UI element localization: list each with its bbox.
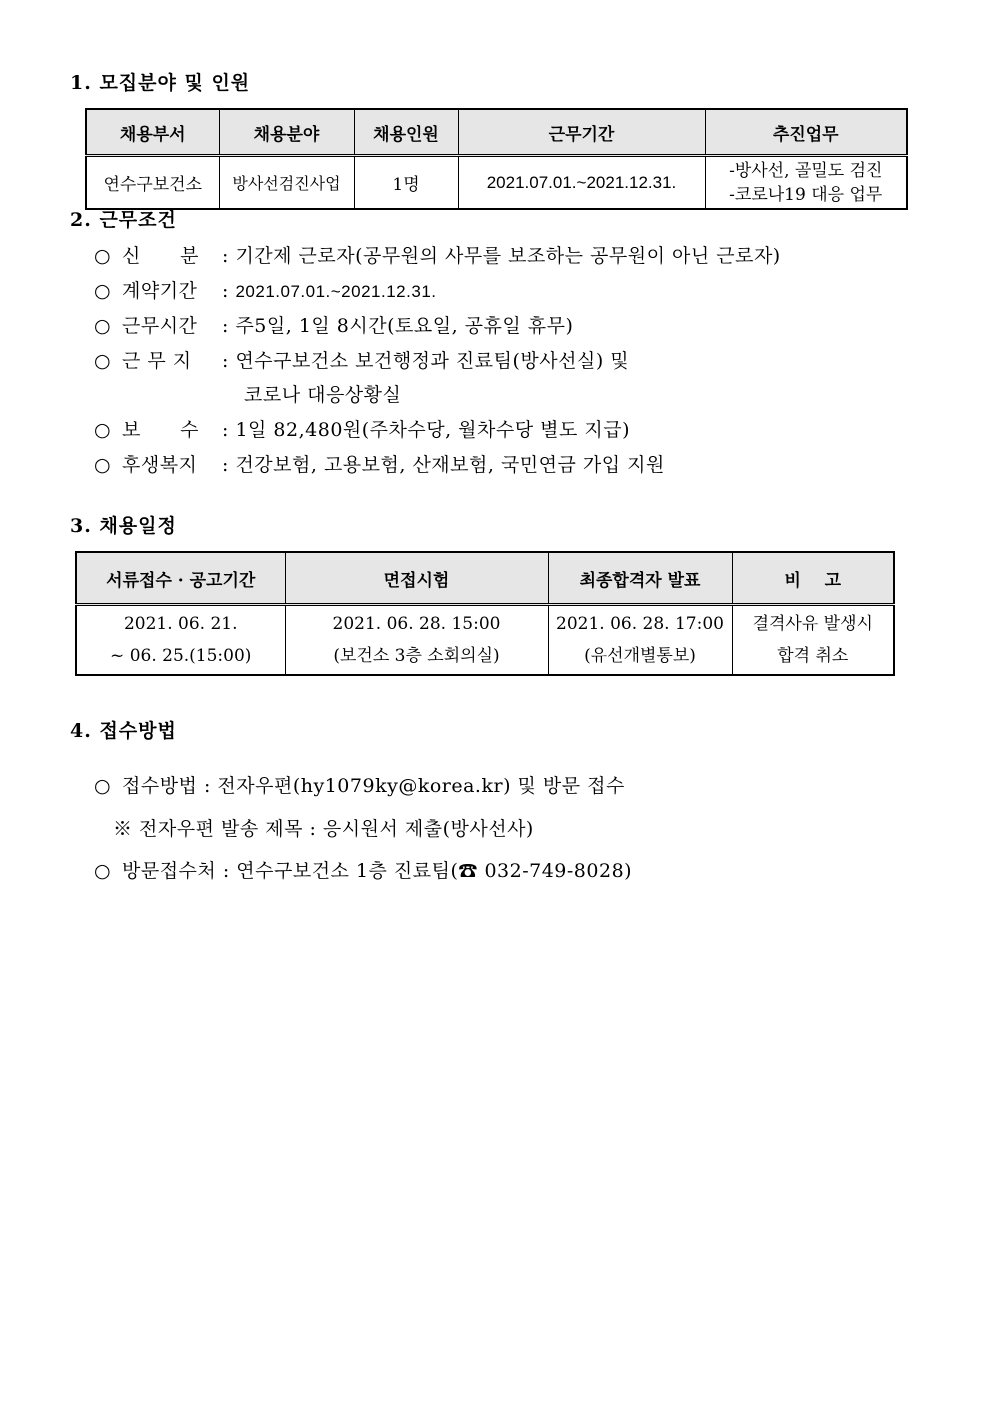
condition-value: 1일 82,480원(주차수당, 월차수당 별도 지급)	[235, 419, 631, 441]
cell-period: 2021.07.01.~2021.12.31.	[458, 156, 705, 210]
duty-line-2: -코로나19 대응 업무	[729, 184, 883, 205]
recruit-field-table	[85, 108, 908, 210]
circle-bullet-icon: ○	[94, 454, 112, 476]
cell-application	[76, 605, 285, 676]
application-line-2: ~ 06. 25.(15:00)	[110, 646, 252, 666]
condition-value-continued: 코로나 대응상황실	[244, 384, 402, 406]
condition-sep: :	[222, 245, 229, 267]
announcement-line-2: (유선개별통보)	[584, 646, 696, 666]
condition-value: 기간제 근로자(공무원의 사무를 보조하는 공무원이 아닌 근로자)	[235, 245, 781, 267]
condition-label: 보 수	[122, 419, 199, 441]
table-row	[76, 605, 894, 676]
condition-item-hours	[94, 311, 573, 338]
condition-label: 후생복지	[122, 454, 198, 476]
section-4-title: 4. 접수방법	[70, 720, 177, 742]
cell-field: 방사선검진사업	[219, 156, 354, 210]
condition-sep: :	[222, 419, 229, 441]
circle-bullet-icon: ○	[94, 860, 112, 882]
circle-bullet-icon: ○	[94, 245, 112, 267]
header-field: 채용분야	[219, 109, 354, 156]
duty-line-1: -방사선, 골밀도 검진	[729, 160, 883, 181]
condition-value: 2021.07.01.~2021.12.31.	[235, 282, 437, 301]
condition-label: 신 분	[122, 245, 199, 267]
section-1-title: 1. 모집분야 및 인원	[70, 72, 251, 94]
visit-location	[94, 856, 632, 883]
cell-announcement	[548, 605, 732, 676]
method-sep: :	[203, 775, 211, 797]
condition-item-pay	[94, 415, 630, 442]
condition-value: 주5일, 1일 8시간(토요일, 공휴일 휴무)	[235, 315, 574, 337]
section-2-title: 2. 근무조건	[70, 209, 177, 231]
remarks-line-1: 결격사유 발생시	[752, 614, 873, 634]
header-duty: 추진업무	[705, 109, 907, 156]
email-subject-note: ※ 전자우편 발송 제목 : 응시원서 제출(방사선사)	[113, 818, 534, 840]
condition-item-contract	[94, 276, 437, 303]
condition-sep: :	[222, 454, 229, 476]
condition-item-status	[94, 241, 781, 268]
visit-label: 방문접수처	[122, 860, 217, 882]
section-3-title: 3. 채용일정	[70, 515, 177, 537]
table-header-row	[86, 109, 907, 156]
cell-count: 1명	[354, 156, 458, 210]
cell-remarks	[732, 605, 894, 676]
header-remarks: 비 고	[732, 552, 894, 605]
table-header-row	[76, 552, 894, 605]
cell-duty	[705, 156, 907, 210]
application-line-1: 2021. 06. 21.	[123, 614, 238, 634]
condition-item-workplace	[94, 346, 629, 373]
condition-sep: :	[222, 315, 229, 337]
circle-bullet-icon: ○	[94, 350, 112, 372]
condition-value: 건강보험, 고용보험, 산재보험, 국민연금 가입 지원	[235, 454, 665, 476]
header-announcement: 최종합격자 발표	[548, 552, 732, 605]
method-label: 접수방법	[122, 775, 198, 797]
cell-dept: 연수구보건소	[86, 156, 219, 210]
condition-sep: :	[222, 350, 229, 372]
visit-value: 연수구보건소 1층 진료팀(☎ 032-749-8028)	[236, 860, 633, 882]
circle-bullet-icon: ○	[94, 280, 112, 302]
condition-sep: :	[222, 280, 229, 302]
circle-bullet-icon: ○	[94, 315, 112, 337]
visit-sep: :	[222, 860, 230, 882]
method-value: 전자우편(hy1079ky@korea.kr) 및 방문 접수	[217, 775, 625, 797]
circle-bullet-icon: ○	[94, 775, 112, 797]
cell-interview	[285, 605, 548, 676]
condition-value: 연수구보건소 보건행정과 진료팀(방사선실) 및	[235, 350, 630, 372]
header-interview: 면접시험	[285, 552, 548, 605]
header-dept: 채용부서	[86, 109, 219, 156]
table-row	[86, 156, 907, 210]
header-application: 서류접수 · 공고기간	[76, 552, 285, 605]
condition-label: 계약기간	[122, 280, 198, 302]
remarks-line-2: 합격 취소	[777, 646, 849, 666]
condition-label: 근 무 지	[122, 350, 192, 372]
schedule-table	[75, 551, 895, 676]
condition-label: 근무시간	[122, 315, 198, 337]
condition-item-welfare	[94, 450, 665, 477]
application-method	[94, 771, 625, 798]
interview-line-1: 2021. 06. 28. 15:00	[332, 614, 501, 634]
header-count: 채용인원	[354, 109, 458, 156]
announcement-line-1: 2021. 06. 28. 17:00	[556, 614, 724, 634]
interview-line-2: (보건소 3층 소회의실)	[333, 646, 500, 666]
circle-bullet-icon: ○	[94, 419, 112, 441]
header-period: 근무기간	[458, 109, 705, 156]
